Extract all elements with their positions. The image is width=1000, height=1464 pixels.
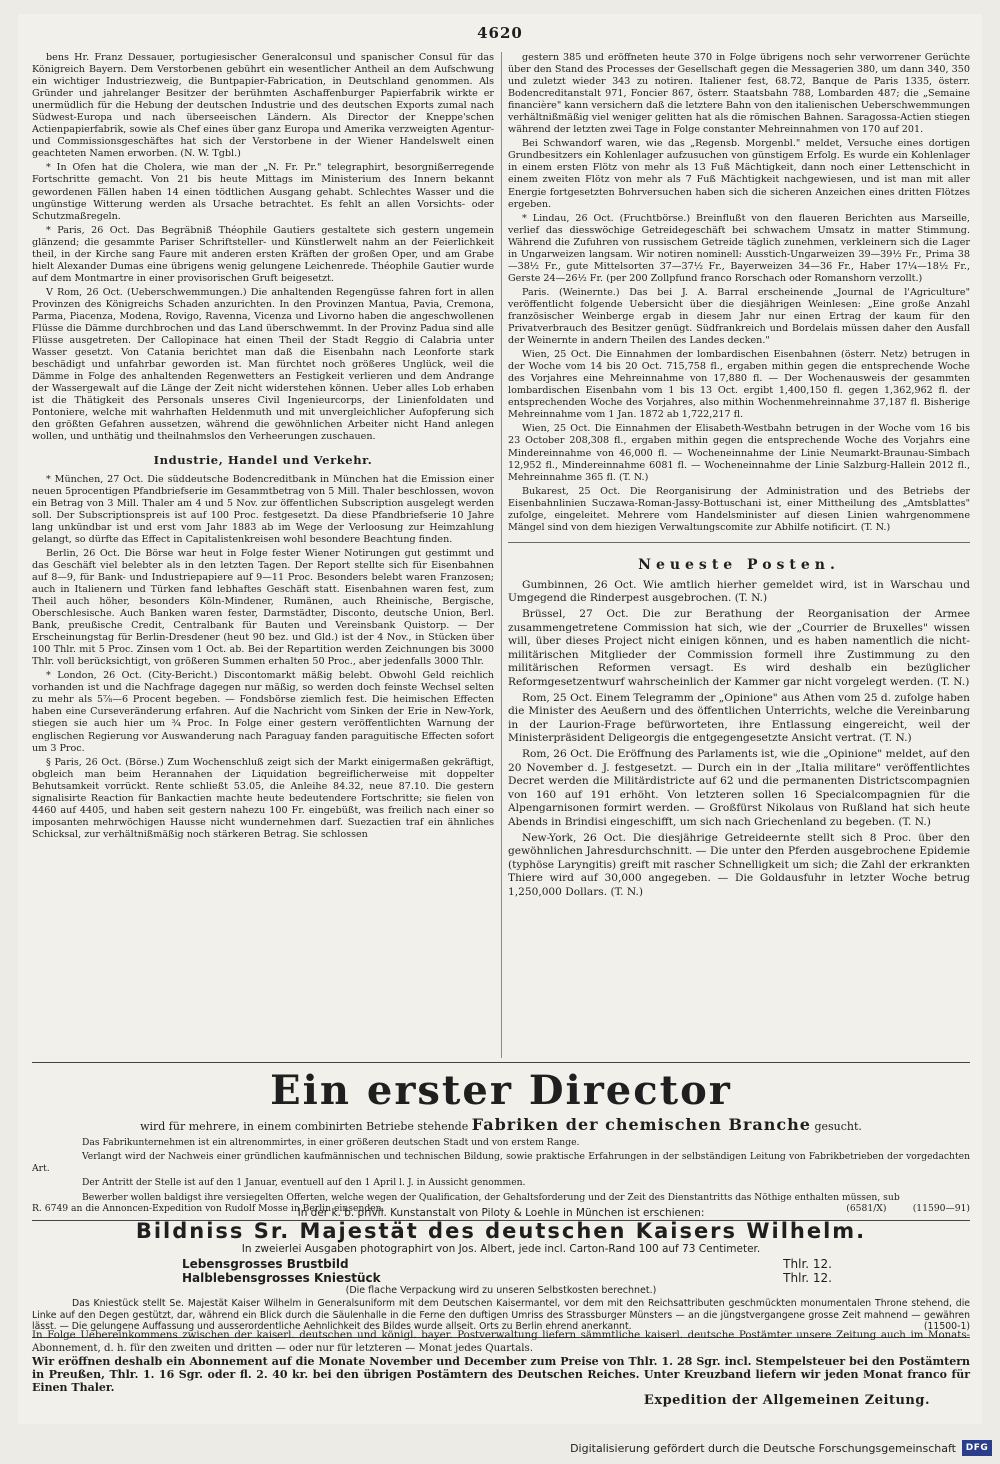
footer <box>0 1430 1000 1464</box>
section-title: Industrie, Handel und Verkehr. <box>153 452 373 467</box>
article-paragraph: gestern 385 und eröffneten heute 370 in Folge übrigens noch sehr verworrener Gerüchte über den Stand des Processes der Gesellschaft gegen die Messagerien 380, um dann 340, 350 und zuletzt wieder 343 zu notiren. Italiener fest, 68.72, Banque de Paris 1335, österr. Bodencreditanstalt 971, Foncier 867, österr. Staatsbahn 788, Lombarden 487; die „Semaine financière" kann versichern daß die letztere Bahn von den italienischen Ueberschwemmungen verhältnißmäßig viel weniger gelitten hat als die römischen Bahnen. Saragossa-Actien stiegen während der letzten zwei Tage in Folge constanter Mehreinnahmen von 170 auf 201. <box>508 52 970 136</box>
right-column <box>508 52 970 1058</box>
ad-subline <box>32 1115 970 1134</box>
ad-title: Bildniss Sr. Majestät des deutschen Kaisers Wilhelm. <box>135 1219 867 1243</box>
article-paragraph: bens Hr. Franz Dessauer, portugiesischer Generalconsul und spanischer Consul für das Königreich Bayern. Dem Verstorbenen gebührt ein wesentlicher Antheil an dem Aufschwung ein wichtiger Industriezweig, die Buntpapier-Fabrication, in Deutschland genommen. Als Gründer und jahrelanger Besitzer der berühmten Aschaffenburger Papierfabrik wirkte er unermüdlich für die Hebung der deutschen Industrie und des deutschen Exports zumal nach Südwest-Europa und nach überseeischen Ländern. Als Director der Kneppe'schen Actienpapierfabrik, sowie als Chef eines über ganz Europa und Amerika verzweigten Agentur- und Commissionsgeschäftes hat sich der Verstorbene in der Wiener Handelswelt einen geachteten Namen erworben. (N. W. Tgbl.) <box>32 52 494 160</box>
article-paragraph: Bukarest, 25 Oct. Die Reorganisirung der Administration und des Betriebs der Eisenbahnlinien Suczawa-Roman-Jassy-Bottuschani ist, einer Mittheilung des „Amtsblattes" zufolge, eingeleitet. Mehrere vom Handelsminister auf diesen Linien wahrgenommene Mängel sind von dem hiezigen Verwaltungscomite zur Abhilfe notificirt. (T. N.) <box>508 485 970 533</box>
ad-text: Bewerber wollen baldigst ihre versiegelten Offerten, welche wegen der Qualification, der Gehaltsforderung und der Zeit des Dienstantritts das Nöthige enthalten müssen, sub <box>82 1191 900 1203</box>
news-item: Rom, 26 Oct. Die Eröffnung des Parlaments ist, wie die „Opinione" meldet, auf den 20 November d. J. festgesetzt. — Durch ein in der „Italia militare" veröffentlichtes Decret werden die Militärdistricte auf 62 und die permanenten Districtscompagnien von 160 auf 191 erhöht. Von letzteren sollen 16 Specialcompagnien für die Alpengarnisonen formirt werden. — Großfürst Nikolaus von Rußland hat sich heute Abends in Brindisi eingeschifft, um sich nach Griechenland zu begeben. (T. N.) <box>508 748 970 828</box>
ad-text: R. 6749 an die Annoncen-Expedition von Rudolf Mosse in Berlin einsenden. <box>32 1203 385 1215</box>
news-item: New-York, 26 Oct. Die diesjährige Getreideernte stellt sich 8 Proc. über den gewöhnlichen Jahresdurchschnitt. — Die unter den Pferden ausgebrochene Epidemie (typhöse Laryngitis) greift mit rascher Schnelligkeit um sich; die Zahl der erkrankten Thiere wird auf 30,000 angegeben. — Die Goldausfuhr in letzter Woche betrug 1,250,000 Dollars. (T. N.) <box>508 831 970 898</box>
ad-description <box>32 1298 970 1333</box>
column-divider <box>501 52 502 1058</box>
ad-text: Das Fabrikunternehmen ist ein altrenommirtes, in einer größeren deutschen Stadt und von erstem Range. <box>82 1137 580 1148</box>
ad-note: (Die flache Verpackung wird zu unseren Selbstkosten berechnet.) <box>345 1285 657 1296</box>
latest-news-title: Neueste Posten. <box>638 556 840 573</box>
price-row <box>182 1271 832 1285</box>
article-paragraph: Paris. (Weinernte.) Das bei J. A. Barral erscheinende „Journal de l'Agriculture" veröffentlicht folgende Uebersicht über die diesjährigen Weinlesen: „Eine große Anzahl französischer Weinberge ergab in diesem Jahr nur einen Ertrag der kaum für den Privatverbrauch des Besitzer genügt. Südfrankreich und Bordelais müssen daher den Ausfall der Weinernte in andern Theilen des Landes decken." <box>508 286 970 347</box>
article-paragraph: * München, 27 Oct. Die süddeutsche Bodencreditbank in München hat die Emission einer neuen 5procentigen Pfandbriefserie im Gesammtbetrag von 5 Mill. Thaler beschlossen, wovon ein Betrag von 3 Mill. Thaler am 4 und 5 Nov. zur öffentlichen Subscription ausgelegt werden soll. Der Subscriptionspreis ist auf 100 Proc. festgesetzt. Da diese Pfandbriefserie 10 Jahre lang unkündbar ist und erst vom Jahr 1883 ab im Wege der Verloosung zur Heimzahlung gelangt, so dürfte das Effect in Capitalistenkreisen wohl besondere Beachtung finden. <box>32 473 494 545</box>
director-advertisement <box>32 1062 970 1221</box>
article-paragraph: * Paris, 26 Oct. Das Begräbniß Théophile Gautiers gestaltete sich gestern ungemein glänzend; die gesammte Pariser Schriftsteller- und Künstlerwelt nahm an der Feierlichkeit theil, in der Kirche sang Faure mit anderen ersten Kräften der großen Oper, und am Grabe hielt Alexander Dumas eine übrigens wenig gelungene Leichenrede. Théophile Gautier wurde auf dem Montmartre in einer provisorischen Gruft beigesetzt. <box>32 224 494 284</box>
price-value: Thlr. 12. <box>783 1257 832 1271</box>
ad-headline: Ein erster Director <box>270 1067 732 1114</box>
newspaper-page <box>18 14 982 1424</box>
article-paragraph: * London, 26 Oct. (City-Bericht.) Discontomarkt mäßig belebt. Obwohl Geld reichlich vorhanden ist und die Nachfrage dagegen nur mäßig, so werden doch feinste Wechsel selten zu mehr als 5⅞—6 Procent begeben. — Fondsbörse ziemlich fest. Die heimischen Effecten haben eine Curseveränderung erfahren. Auf die Nachricht vom Sinken der Erie in New-York, stiegen sie auch hier um ¾ Proc. In Folge einer gestern veröffentlichten Warnung der englischen Regierung vor Auswanderung nach Paraguay fanden paraguitische Effecten sofort um 3 Proc. <box>32 670 494 754</box>
news-item: Rom, 25 Oct. Einem Telegramm der „Opinione" aus Athen vom 25 d. zufolge haben die Minister des Aeußern und des öffentlichen Unterrichts, welche die Vereinbarung in der Laurion-Frage befürworteten, ihre Entlassung eingereicht, weil der Ministerpräsident Deligeorgis die entgegengesetzte Ansicht vertrat. (T. N.) <box>508 691 970 745</box>
article-paragraph: * Lindau, 26 Oct. (Fruchtbörse.) Breinflußt von den flaueren Berichten aus Marseille, verlief das diesswöchige Getreidegeschäft bei schwachem Umsatz in matter Stimmung. Während die Zufuhren von russischem Getreide täglich zunehmen, verkleinern sich die Lager in Ungarweizen langsam. Wir notiren nominell: Ausstich-Ungarweizen 39—39½ Fr., Prima 38—38½ Fr., gute Mittelsorten 37—37½ Fr., Bayerweizen 34—36 Fr., Haber 17¼—18½ Fr., Gerste 24—26½ Fr. (per 200 Zollpfund franco Rorschach oder Romanshorn verzollt.) <box>508 212 970 284</box>
ad-ref-code: (11590—91) <box>912 1203 970 1215</box>
notice-text: In Folge Uebereinkommens zwischen der kaiserl. deutschen und königl. bayer. Postverwaltung liefern sämmtliche kaiserl. deutsche Postämter unsere Zeitung auch im Monats-Abonnement, d. h. für den zweiten und dritten — oder nur für letzteren — Monat jedes Quartals. <box>32 1330 970 1354</box>
section-divider <box>508 542 970 543</box>
portrait-advertisement <box>32 1203 970 1338</box>
article-paragraph: Berlin, 26 Oct. Die Börse war heut in Folge fester Wiener Notirungen gut gestimmt und das Geschäft viel belebter als in den letzten Tagen. Der Report stellte sich für Eisenbahnen auf 8—9, für Bank- und Industriepapiere auf 9—11 Proc. Besonders belebt waren Franzosen; auch in Italienern und Türken fand lebhaftes Geschäft statt. Eisenbahnen waren fest, zum Theil auch höher, besonders Köln-Mindener, Rumänen, auch Rheinische, Bergische, Oberschlesische. Auch Banken waren fester, Darmstädter, Disconto, deutsche Union, Berl. Bank, preußische Credit, Centralbank für Bauten und Vereinsbank Quistorp. — Der Erscheinungstag für Berlin-Dresdener (heut 90 bez. und Gld.) ist der 4 Nov., in Stücken über 100 Thlr. mit 5 Proc. Zinsen vom 1 Oct. ab. Bei der Repartition werden Zeichnungen bis 3000 Thlr. voll berücksichtigt, von größeren Summen erhalten 50 Proc., aber jedenfalls 3000 Thlr. <box>32 547 494 668</box>
ad-description-text: Das Kniestück stellt Se. Majestät Kaiser Wilhelm in Generalsuniform mit dem Deutschen Kaisermantel, vor dem mit den Reichsattributen geschmückten monumentalen Throne stehend, die Linke auf den Degen gestützt, dar, während ein Blick durch die Säulenhalle in die Ferne den duftigen Umriss des Strassburger Münsters — an die jüngstvergangene grosse Zeit mahnend — gewähren lässt. — Die gelungene Auffassung und ausserordentliche Aehnlichkeit des Bildes wurde allseit. Orts zu Berlin ehrend anerkannt. <box>32 1298 970 1333</box>
news-item: Brüssel, 27 Oct. Die zur Berathung der Reorganisation der Armee zusammengetretene Commission hat sich, wie der „Courrier de Bruxelles" wissen will, über dieses Project nicht einigen können, und es haben namentlich die nicht-militärischen Mitglieder der Commission formell ihre Zustimmung zu den militärischen Reformen versagt. Es wird deshalb ein bezüglicher Reformgesetzentwurf wahrscheinlich der Kammer gar nicht vorgelegt werden. (T. N.) <box>508 608 970 689</box>
ad-subline-pre: wird für mehrere, in einem combinirten Betriebe stehende <box>140 1120 469 1133</box>
price-label: Lebensgrosses Brustbild <box>182 1257 349 1271</box>
price-row <box>182 1257 832 1271</box>
price-label: Halblebensgrosses Kniestück <box>182 1271 381 1285</box>
article-paragraph: * In Ofen hat die Cholera, wie man der „N. Fr. Pr." telegraphirt, besorgnißerregende Fortschritte gemacht. Von 21 bis heute Mittags im Ministerium des Innern bekannt gewordenen Fällen haben 14 einen tödtlichen Ausgang gehabt. Schlechtes Wasser und die ungünstige Witterung werden als Ursache betrachtet. Es fehlt an allen Vorsichts- oder Schutzmaßregeln. <box>32 162 494 222</box>
notice-signature: Expedition der Allgemeinen Zeitung. <box>643 1393 930 1408</box>
ad-ref-code: (6581/X) <box>846 1203 887 1215</box>
ad-text: Der Antritt der Stelle ist auf den 1 Januar, eventuell auf den 1 April l. J. in Aussicht genommen. <box>82 1177 526 1189</box>
page-number: 4620 <box>477 24 523 42</box>
ad-subline-post: gesucht. <box>814 1120 862 1133</box>
ad-publisher: In der k. b. privil. Kunstanstalt von Piloty & Loehle in München ist erschienen: <box>297 1207 705 1219</box>
news-item: Gumbinnen, 26 Oct. Wie amtlich hierher gemeldet wird, ist in Warschau und Umgegend die Rinderpest ausgebrochen. (T. N.) <box>508 578 970 605</box>
notice-offer: Wir eröffnen deshalb ein Abonnement auf die Monate November und December zum Preise von Thlr. 1. 28 Sgr. incl. Stempelsteuer bei den Postämtern in Preußen, Thlr. 1. 16 Sgr. oder fl. 2. 40 kr. bei den übrigen Postämtern des Deutschen Reiches. Unter Kreuzband liefern wir jeden Monat franco für Einen Thaler. <box>32 1355 970 1394</box>
ad-ref-code: (11500-1) <box>923 1321 970 1333</box>
ad-subtitle: In zweierlei Ausgaben photographirt von Jos. Albert, jede incl. Carton-Rand 100 auf 73 Centimeter. <box>241 1243 761 1255</box>
ad-subline-emphasis: Fabriken der chemischen Branche <box>471 1115 811 1134</box>
left-column <box>32 52 494 1058</box>
subscription-notice <box>32 1329 970 1407</box>
ad-text: Verlangt wird der Nachweis einer gründlichen kaufmännischen und technischen Bildung, sowie praktische Erfahrungen in der selbständigen Leitung von Fabrikbetrieben der vorgedachten Art. <box>32 1151 970 1174</box>
article-paragraph: Wien, 25 Oct. Die Einnahmen der lombardischen Eisenbahnen (österr. Netz) betrugen in der Woche vom 14 bis 20 Oct. 715,758 fl., ergaben mithin gegen die entsprechende Woche des Vorjahres eine Mehreinnahme von 17,880 fl. — Der Wochenausweis der gesammten lombardischen Eisenbahn vom 1 bis 13 Oct. ergibt 1,400,150 fl. gegen 1,362,962 fl. der entsprechenden Woche des Vorjahres, also mithin Wochenmehreinnahme 37,187 fl. Bisherige Mehreinnahme vom 1 Jan. 1872 ab 1,722,217 fl. <box>508 349 970 421</box>
article-paragraph: V Rom, 26 Oct. (Ueberschwemmungen.) Die anhaltenden Regengüsse fahren fort in allen Provinzen des Königreichs Schaden anzurichten. In den Provinzen Mantua, Pavia, Cremona, Parma, Piacenza, Modena, Rovigo, Ravenna, Vicenza und Livorno haben die angeschwollenen Flüsse die Dämme durchbrochen und das Land überschwemmt. In der Provinz Padua sind alle Flüsse ausgetreten. Der Callopinace hat einen Theil der Stadt Reggio di Calabria unter Wasser gesetzt. Von Catania berichtet man daß die Eisenbahn nach Leonforte stark beschädigt und unfahrbar geworden ist. Man fürchtet noch größeres Unglück, weil die Dämme in Folge des anhaltenden Regenwetters an Festigkeit verlieren und dem Andrange der Wassergewalt auf die Länge der Zeit nicht widerstehen können. Ueber alles Lob erhaben ist die Thätigkeit des Personals unseres Civil Ingenieurcorps, der Linienfoldaten und Pontoniere, welche mit wahrhaften Heldenmuth und mit unvergleichlicher Aufopferung sich den größten Gefahren aussetzen, während die gewöhnlichen Arbeiter nicht Hand anlegen wollen, und unthätig und theilnahmslos den Verheerungen zuschauen. <box>32 286 494 443</box>
price-value: Thlr. 12. <box>783 1271 832 1285</box>
dfg-logo-icon: DFG <box>962 1440 992 1456</box>
footer-text: Digitalisierung gefördert durch die Deutsche Forschungsgemeinschaft <box>570 1442 956 1455</box>
article-paragraph: Bei Schwandorf waren, wie das „Regensb. Morgenbl." meldet, Versuche eines dortigen Grundbesitzers ein Kohlenlager aufzusuchen von günstigem Erfolg. Es wurde ein Kohlenlager in einem ersten Flötz von mehr als 13 Fuß Mächtigkeit, dann noch einer Lettenschicht in einem zweiten Flötz von mehr als 7 Fuß Mächtigkeit nachgewiesen, und ist man mit aller Energie fortgesetzten Bohrversuchen haben sich die sicheren Anzeichen eines dritten Flötzes ergeben. <box>508 138 970 210</box>
article-paragraph: Wien, 25 Oct. Die Einnahmen der Elisabeth-Westbahn betrugen in der Woche vom 16 bis 23 October 208,308 fl., ergaben mithin gegen die entsprechende Woche des Vorjahrs eine Mindereinnahme von 46,000 fl. — Wocheneinnahme der Linie Neumarkt-Braunau-Simbach 12,952 fl., Mindereinnahme 6081 fl. — Wocheneinnahme der Linie Salzburg-Hallein 2012 fl., Mehreinnahme 365 fl. (T. N.) <box>508 423 970 483</box>
price-list <box>182 1257 832 1285</box>
article-paragraph: § Paris, 26 Oct. (Börse.) Zum Wochenschluß zeigt sich der Markt einigermaßen gekräftigt, obgleich man beim Herannahen der Liquidation begreiflicherweise mit doppelter Behutsamkeit vorrückt. Rente schließt 53.05, die Anleihe 84.32, neue 87.10. Die gestern signalisirte Reaction für Bankactien machte heute bedeutendere Fortschritte; sie fielen von 4460 auf 4405, und haben seit gestern nahezu 100 Fr. eingebüßt, was freilich nach einer so imposanten mehrwöchigen Hausse nicht wundernehmen darf. Suezactien traf ein ähnliches Schicksal, zur verhältnißmäßig noch stärkeren Betrag. Sie schlossen <box>32 756 494 840</box>
